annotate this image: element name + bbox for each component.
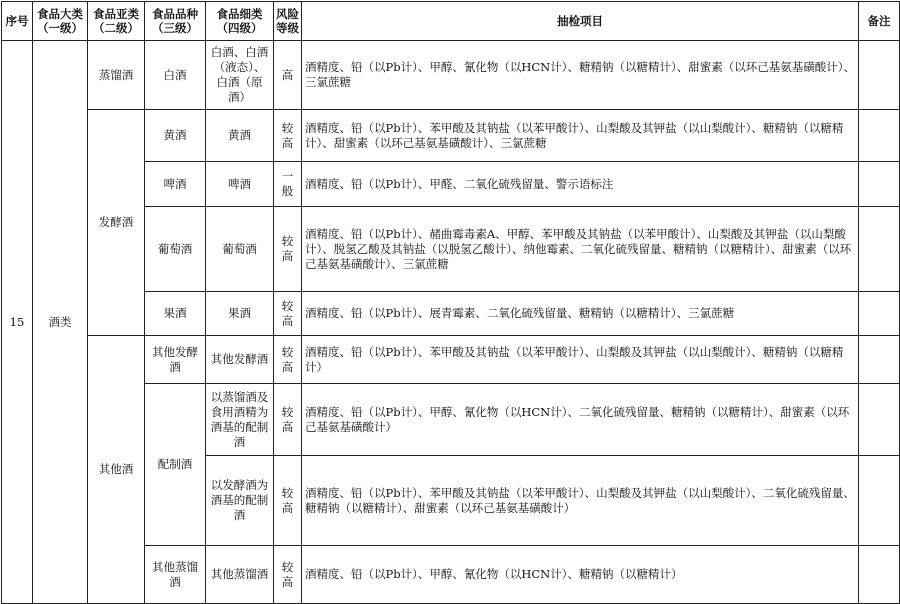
- remarks-cell: [859, 110, 900, 162]
- risk-cell: 较高: [274, 456, 302, 546]
- variety-huangjiu: 黄酒: [145, 110, 206, 162]
- remarks-cell: [859, 384, 900, 456]
- header-variety: 食品品种（三级）: [145, 2, 206, 41]
- remarks-cell: [859, 292, 900, 336]
- detail-cell: 以蒸馏酒及食用酒精为酒基的配制酒: [206, 384, 274, 456]
- variety-other-fermented: 其他发酵酒: [145, 336, 206, 384]
- category-cell: 酒类: [33, 41, 88, 604]
- variety-fruit: 果酒: [145, 292, 206, 336]
- detail-cell: 黄酒: [206, 110, 274, 162]
- variety-other-distilled: 其他蒸馏酒: [145, 546, 206, 604]
- risk-cell: 较高: [274, 384, 302, 456]
- remarks-cell: [859, 336, 900, 384]
- risk-cell: 一般: [274, 162, 302, 207]
- remarks-cell: [859, 456, 900, 546]
- variety-mixed: 配制酒: [145, 384, 206, 546]
- items-cell: 酒精度、铅（以Pb计）、苯甲酸及其钠盐（以苯甲酸计）、山梨酸及其钾盐（以山梨酸计）、糖精钠（以糖精计）、甜蜜素（以环己基氨基磺酸计）、三氯蔗糖: [302, 110, 859, 162]
- header-risk: 风险等级: [274, 2, 302, 41]
- detail-cell: 啤酒: [206, 162, 274, 207]
- table-row: [2, 336, 900, 384]
- header-row: [2, 2, 900, 41]
- items-cell: 酒精度、铅（以Pb计）、甲醇、氰化物（以HCN计）、糖精钠（以糖精计）、甜蜜素（以环己基氨基磺酸计）、三氯蔗糖: [302, 41, 859, 110]
- detail-cell: 以发酵酒为酒基的配制酒: [206, 456, 274, 546]
- risk-cell: 较高: [274, 336, 302, 384]
- subcategory-other: 其他酒: [88, 336, 145, 604]
- risk-cell: 高: [274, 41, 302, 110]
- variety-baijiu: 白酒: [145, 41, 206, 110]
- detail-cell: 葡萄酒: [206, 207, 274, 292]
- detail-cell: 其他蒸馏酒: [206, 546, 274, 604]
- risk-cell: 较高: [274, 546, 302, 604]
- header-index: 序号: [2, 2, 33, 41]
- detail-cell: 其他发酵酒: [206, 336, 274, 384]
- risk-cell: 较高: [274, 292, 302, 336]
- remarks-cell: [859, 162, 900, 207]
- header-subcategory: 食品亚类（二级）: [88, 2, 145, 41]
- items-cell: 酒精度、铅（以Pb计）、甲醛、二氧化硫残留量、警示语标注: [302, 162, 859, 207]
- header-category: 食品大类（一级）: [33, 2, 88, 41]
- items-cell: 酒精度、铅（以Pb计）、甲醇、氰化物（以HCN计）、糖精钠（以糖精计）: [302, 546, 859, 604]
- detail-cell: 果酒: [206, 292, 274, 336]
- table-row: [2, 110, 900, 162]
- subcategory-distilled: 蒸馏酒: [88, 41, 145, 110]
- risk-cell: 较高: [274, 207, 302, 292]
- remarks-cell: [859, 546, 900, 604]
- remarks-cell: [859, 207, 900, 292]
- index-cell: 15: [2, 41, 33, 604]
- variety-beer: 啤酒: [145, 162, 206, 207]
- table-row: [2, 41, 900, 110]
- header-remarks: 备注: [859, 2, 900, 41]
- items-cell: 酒精度、铅（以Pb计）、甲醇、氰化物（以HCN计）、二氧化硫残留量、糖精钠（以糖精计）、甜蜜素（以环己基氨基磺酸计）: [302, 384, 859, 456]
- remarks-cell: [859, 41, 900, 110]
- inspection-table: [1, 1, 900, 604]
- header-detail: 食品细类（四级）: [206, 2, 274, 41]
- risk-cell: 较高: [274, 110, 302, 162]
- header-items: 抽检项目: [302, 2, 859, 41]
- items-cell: 酒精度、铅（以Pb计）、展青霉素、二氧化硫残留量、糖精钠（以糖精计）、三氯蔗糖: [302, 292, 859, 336]
- items-cell: 酒精度、铅（以Pb计）、赭曲霉毒素A、甲醇、苯甲酸及其钠盐（以苯甲酸计）、山梨酸及其钾盐（以山梨酸计）、脱氢乙酸及其钠盐（以脱氢乙酸计）、纳他霉素、二氧化硫残留量、糖精钠（以糖精计）、甜蜜素（以环己基氨基磺酸计）、三氯蔗糖: [302, 207, 859, 292]
- items-cell: 酒精度、铅（以Pb计）、苯甲酸及其钠盐（以苯甲酸计）、山梨酸及其钾盐（以山梨酸计）、糖精钠（以糖精计）: [302, 336, 859, 384]
- variety-wine: 葡萄酒: [145, 207, 206, 292]
- subcategory-fermented: 发酵酒: [88, 110, 145, 336]
- detail-cell: 白酒、白酒（液态）、白酒（原酒）: [206, 41, 274, 110]
- items-cell: 酒精度、铅（以Pb计）、苯甲酸及其钠盐（以苯甲酸计）、山梨酸及其钾盐（以山梨酸计）、二氧化硫残留量、糖精钠（以糖精计）、甜蜜素（以环己基氨基磺酸计）: [302, 456, 859, 546]
